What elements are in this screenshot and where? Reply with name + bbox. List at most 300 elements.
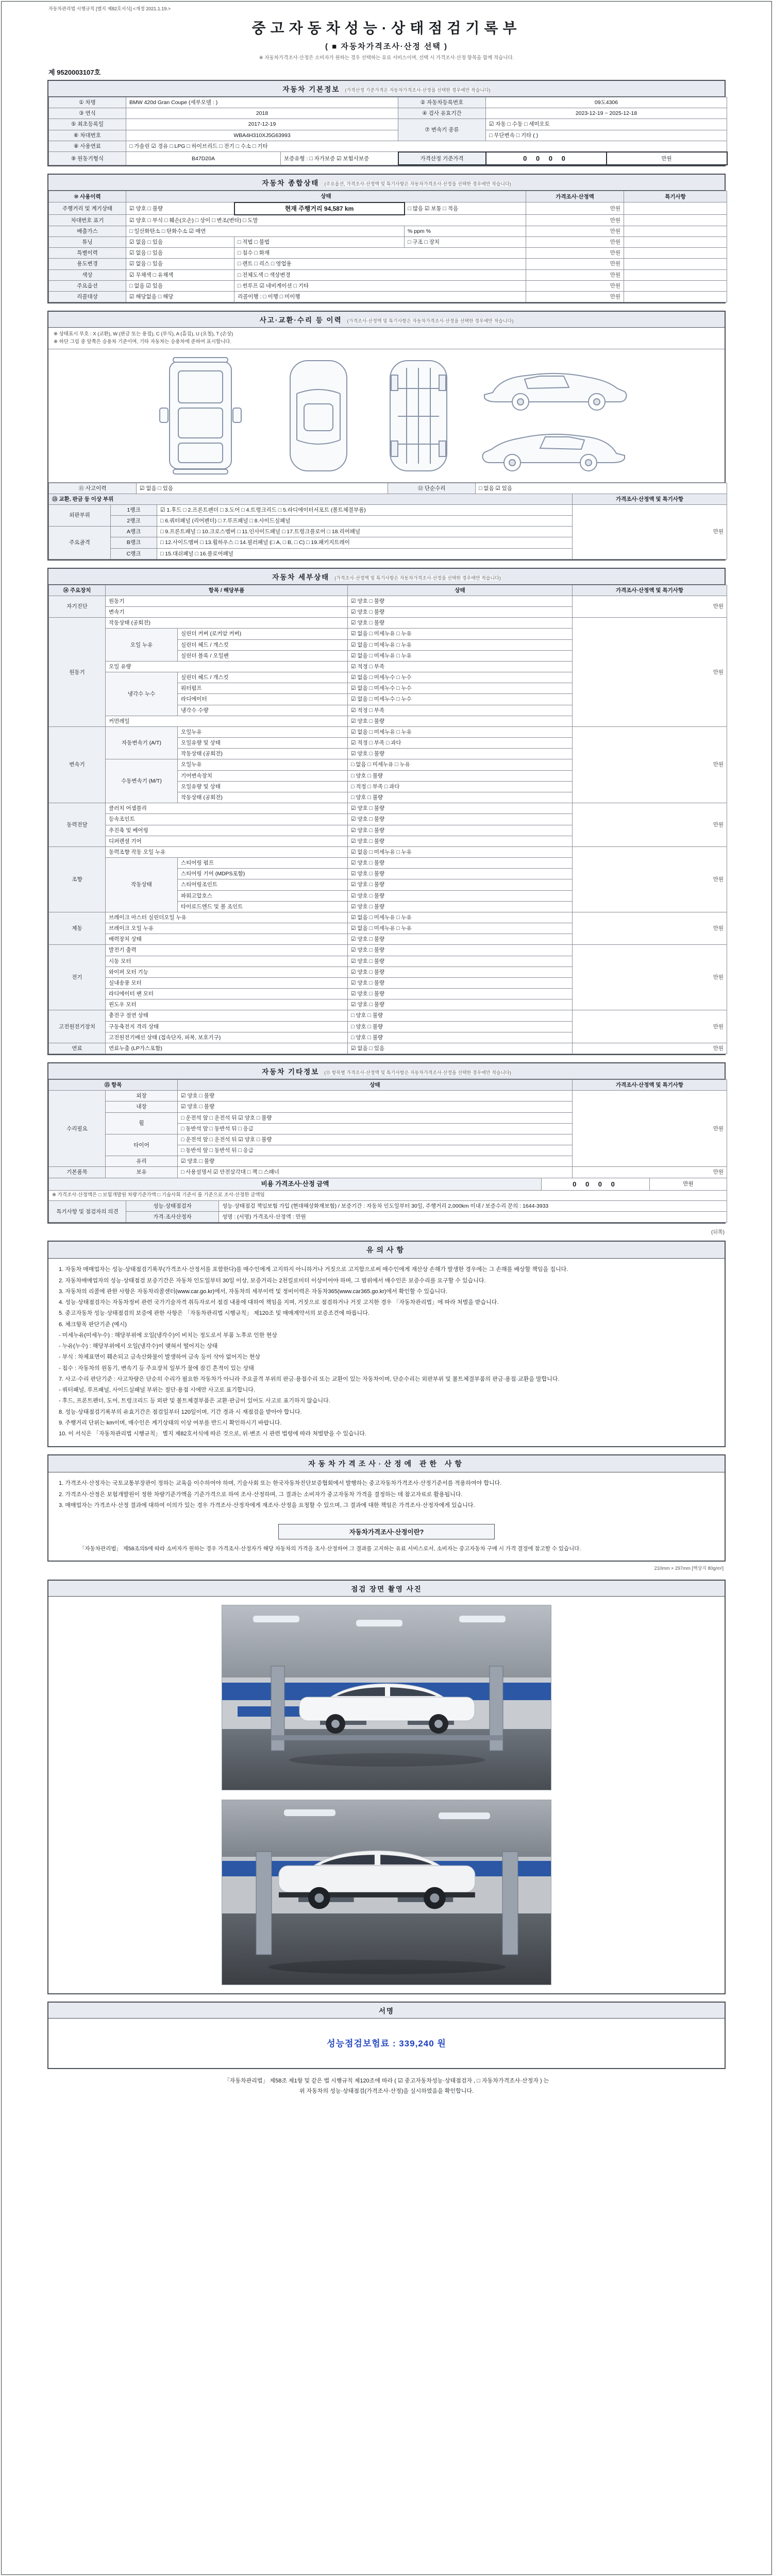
table-cell: 추진축 및 베어링 [106, 825, 348, 836]
table-cell: ☑ 없음 □ 미세누유 □ 누유 [348, 629, 573, 639]
table-row [49, 912, 727, 923]
table-cell: 제동 [49, 912, 106, 945]
table-cell: ☑ 양호 □ 불량 [178, 1101, 573, 1112]
table-cell: 만원 [573, 1091, 727, 1167]
table-cell: 상태 [178, 1080, 573, 1091]
table-cell: 등속조인트 [106, 814, 348, 825]
basic-info-body [49, 97, 727, 165]
basic-info-heading [48, 81, 725, 97]
pricing-info-body: 「자동차관리법」 제58조의5에 따라 소비자가 원하는 경우 가격조사·산정자가 해당 자동차의 가격을 조사·산정하여 그 결과를 고지하는 유료 서비스로서, 소비자는 중고자동차 구매 시 가격 결정에 참고할 수 있습니다. [79, 1546, 581, 1552]
table-cell: 자동변속기 (A/T) [106, 726, 178, 759]
table-cell: ① 차명 [49, 97, 126, 108]
table-cell [624, 280, 727, 291]
table-cell: ④ 검사 유효기간 [398, 108, 486, 119]
inspection-photo-2 [222, 1800, 551, 1985]
legend-symbols: ※ 상태표시 부호 : X (교환), W (판금 또는 용접), C (부식), A (흠집), U (요철), T (손상) [54, 331, 233, 337]
table-cell: ⑦ 변속기 종류 [398, 119, 486, 141]
table-cell: ☑ 없음 □ 있음 [348, 1043, 573, 1054]
table-row [49, 945, 727, 956]
table-row [49, 1167, 727, 1178]
table-cell: 구동축전지 격리 상태 [106, 1021, 348, 1032]
table-cell: 워터펌프 [178, 683, 348, 694]
list-item: 9. 주행거리 단위는 km이며, 매수인은 계기상태의 이상 여부를 반드시 확인하시기 바랍니다. [59, 1419, 282, 1426]
table-cell: 오일 유량 [106, 661, 348, 672]
table-cell: 상태 [348, 585, 573, 596]
legend-note: ※ 하단 그림 중 앞쪽은 승용차 기준이며, 기타 자동차는 승용차에 준하여 표시합니다. [54, 339, 232, 345]
table-cell: 만원 [573, 912, 727, 945]
vehicle-name: BMW 420d Gran Coupe (세부모델 : ) [126, 97, 398, 108]
accident-status-body [49, 483, 727, 494]
warranty-type: 보증유형 : □ 자가보증 ☑ 보험사보증 [281, 152, 398, 165]
accident-status-table [48, 483, 727, 494]
table-cell: 만원 [573, 1167, 727, 1178]
table-cell: 기본품목 [49, 1167, 106, 1178]
other-title: 자동차 기타정보 [262, 1068, 320, 1076]
remarks-body [49, 1201, 727, 1223]
detail-condition-table [48, 585, 727, 1054]
table-cell: 주요골격 [49, 527, 111, 560]
table-cell: 실린더 헤드 / 개스킷 [178, 639, 348, 650]
table-cell: 만원 [573, 596, 727, 617]
accident-heading [48, 312, 725, 328]
table-cell: 고전원전기장치 [49, 1010, 106, 1043]
plate-number: 09도4306 [486, 97, 727, 108]
table-cell: 주요옵션 [49, 280, 126, 291]
simple-repair-status: □ 없음 ☑ 있음 [476, 483, 727, 494]
basic-info-title: 자동차 기본정보 [282, 86, 340, 93]
car-diagram-top-view [277, 357, 360, 475]
table-cell: ※ 가격조사·산정액은 □ 보험개발원 차량기준가액 □ 기술사회 기준서 를 기준으로 조사·산정한 금액임 [49, 1191, 727, 1201]
table-cell: ☑ 없음 □ 미세누유 □ 누유 [348, 923, 573, 934]
table-cell: ☑ 양호 □ 불량 [348, 934, 573, 945]
table-cell: 작동상태 [106, 858, 178, 912]
table-cell: 충전구 절연 상태 [106, 1010, 348, 1021]
table-row [49, 483, 727, 494]
table-cell: 스티어링 기어 (MDPS포함) [178, 869, 348, 879]
table-cell: 윈도우 모터 [106, 999, 348, 1010]
engine-type: B47D20A [126, 152, 281, 165]
table-cell: ⑫ 단순수리 [388, 483, 476, 494]
other-info-table [48, 1079, 727, 1178]
notices-heading: 유의사항 [48, 1242, 725, 1259]
list-item: 1. 자동차 매매업자는 성능·상태점검기록부(가격조사·산정서를 포함한다)를 매수인에게 고지하지 아니하거나 거짓으로 고지함으로써 매수인에게 재산상 손해가 발생한 경우에는 그 손해를 배상할 책임을 집니다. [59, 1266, 568, 1273]
table-cell: 원동기 [106, 596, 348, 606]
car-diagram-side-right [477, 419, 632, 473]
list-item: - 후드, 프론트펜더, 도어, 트렁크리드 등 외판 및 볼트체결부품은 교환·판금이 있어도 사고로 표기하지 않습니다. [59, 1398, 330, 1404]
table-cell: 변속기 [106, 607, 348, 618]
photos-heading: 점검 장면 촬영 사진 [48, 1581, 725, 1597]
lift-post-left [256, 1852, 272, 1955]
pricing-info-title: 자동차가격조사·산정이란? [278, 1524, 495, 1539]
table-cell: 만원 [526, 237, 624, 248]
table-cell: 주행거리 및 계기상태 [49, 202, 126, 215]
list-item: 5. 중고자동차 성능·상태점검의 보증에 관한 사항은 「자동차관리법 시행규칙」 제120조 및 매매계약서의 보증조건에 따릅니다. [59, 1310, 369, 1317]
table-cell: ⑬ 교환, 판금 등 이상 부위 [49, 494, 573, 504]
appraisal-amount: 0 0 0 0 [542, 1178, 650, 1191]
table-cell [624, 291, 727, 302]
vin: WBA4H310XJ5G63993 [126, 130, 398, 141]
table-cell: 오일유량 및 상태 [178, 738, 348, 749]
table-cell: 휠 [106, 1112, 178, 1134]
section-signature [47, 2002, 726, 2069]
appraisal-cost-table [48, 1178, 727, 1201]
table-row [49, 215, 727, 226]
table-cell [624, 248, 727, 259]
table-cell: □ 동반석 앞 □ 동반석 뒤 □ 응급 [178, 1145, 573, 1156]
table-cell [624, 237, 727, 248]
car-diagram-side-left [477, 359, 632, 412]
overall-heading [48, 175, 725, 191]
table-cell: 만원 [573, 1010, 727, 1043]
table-cell: 만원 [526, 215, 624, 226]
document-number: 제 9520003107호 [48, 69, 101, 76]
table-cell: ☑ 양호 □ 불량 [348, 607, 573, 618]
table-cell: 외판부위 [49, 504, 111, 526]
table-row [49, 618, 727, 629]
table-cell: ☑ 양호 □ 불량 [348, 836, 573, 846]
overall-title: 자동차 종합상태 [262, 179, 320, 188]
table-cell: ☑ 없음 □ 미세누유 □ 누유 [348, 912, 573, 923]
table-cell: ☑ 없음 □ 미세누유 □ 누유 [348, 639, 573, 650]
table-cell: □ 없음 □ 미세누유 □ 누유 [348, 759, 573, 770]
table-cell: 만원 [526, 269, 624, 280]
table-cell: ⑪ 사고이력 [49, 483, 137, 494]
table-cell: ☑ 양호 □ 불량 [348, 869, 573, 879]
report-content [47, 0, 726, 2097]
section-notices [47, 1241, 726, 1447]
table-row [49, 97, 727, 108]
table-cell: 오일유량 및 상태 [178, 781, 348, 792]
list-item: - 쿼터패널, 루프패널, 사이드실패널 부위는 절단·용접 시에만 사고로 표기합니다. [59, 1387, 255, 1394]
table-cell: ☑ 양호 □ 불량 [348, 596, 573, 606]
table-cell: 가격조사·산정액 및 특기사항 [573, 585, 727, 596]
photo-1-scene [222, 1605, 551, 1790]
table-cell: 내장 [106, 1101, 178, 1112]
table-cell: ☑ 적정 □ 부족 [348, 661, 573, 672]
table-cell: 동력전달 [49, 803, 106, 847]
appraisal-cost-body [49, 1178, 727, 1200]
table-cell: 성능·상태점검자 [126, 1201, 219, 1212]
table-cell: ☑ 적정 □ 부족 □ 과다 [348, 738, 573, 749]
document-note: ※ 자동차가격조사·산정은 소비자가 원하는 경우 선택하는 유료 서비스이며, 선택 시 가격조사·산정 항목을 함께 적습니다. [259, 55, 514, 61]
table-cell: 만원 [526, 202, 624, 215]
table-cell: □ 12.사이드멤버 □ 13.휠하우스 □ 14.필러패널 (□ A, □ B, □ C) □ 19.패키지트레이 [157, 537, 573, 548]
exchange-parts-table [48, 494, 727, 560]
table-row [49, 1080, 727, 1091]
table-row [49, 280, 727, 291]
table-cell: □ 침수 □ 화재 [234, 248, 526, 259]
table-cell: % ppm % [405, 226, 526, 236]
notices-list [48, 1259, 725, 1446]
table-row [49, 130, 727, 141]
table-row [49, 494, 727, 504]
table-cell: ☑ 없음 □ 미세누수 □ 누수 [348, 683, 573, 694]
table-cell: □ 적정 □ 부족 □ 과다 [348, 781, 573, 792]
section-other-info [47, 1062, 726, 1224]
table-row [49, 585, 727, 596]
car-diagram-side-views [477, 359, 632, 473]
table-cell: 만원 [573, 803, 727, 847]
odometer-value: 현재 주행거리 94,587 km [234, 202, 405, 215]
table-row [49, 141, 727, 152]
table-cell: ☑ 양호 □ 불량 [178, 1156, 573, 1167]
table-cell: 만원 [573, 846, 727, 912]
section-accident-history [47, 311, 726, 561]
table-cell: 기어변속장치 [178, 770, 348, 781]
table-cell: ☑ 양호 □ 불량 [348, 901, 573, 912]
table-cell: ☑ 양호 □ 불량 [348, 956, 573, 967]
table-cell: B랭크 [111, 537, 157, 548]
section-pricing-notes [47, 1454, 726, 1562]
table-cell: ☑ 양호 □ 불량 [348, 879, 573, 890]
table-cell: 만원 [526, 248, 624, 259]
section-inspection-photos [47, 1580, 726, 1994]
fuel-options: □ 가솔린 ☑ 경유 □ LPG □ 하이브리드 □ 전기 □ 수소 □ 기타 [126, 141, 727, 152]
table-cell: ☑ 없음 □ 미세누유 □ 누유 [348, 650, 573, 661]
table-cell: 만원 [573, 618, 727, 727]
table-cell: 오일누유 [178, 726, 348, 737]
table-cell: □ 전체도색 □ 색상변경 [234, 269, 526, 280]
accident-title: 사고·교환·수리 등 이력 [259, 316, 342, 325]
table-cell: 실린더 헤드 / 개스킷 [178, 672, 348, 683]
table-row [49, 226, 727, 236]
table-row [49, 119, 727, 130]
table-cell: 특기사항 및 점검자의 의견 [49, 1201, 126, 1223]
accident-subnote: (가격조사·산정액 및 특기사항은 자동차가격조사·산정을 선택한 경우에만 적습니다) [347, 318, 514, 324]
list-item: - 침수 : 자동차의 원동기, 변속기 등 주요장치 일부가 물에 잠긴 흔적이 있는 상태 [59, 1365, 254, 1371]
table-row [49, 726, 727, 737]
confirmation-statement [47, 2076, 726, 2097]
signature-area [48, 2019, 725, 2068]
inspector-remarks: 성능·상태점검 책임보험 가입 (현대해상화재보험) / 보증기간 : 자동차 인도일부터 30일, 주행거리 2,000km 이내 / 보증수리 문의 : 1644-3933 [219, 1201, 727, 1212]
table-cell: □ 일산화탄소 □ 탄화수소 ☑ 매연 [126, 226, 405, 236]
table-cell: 작동상태 (공회전) [106, 618, 348, 629]
table-cell: 전기 [49, 945, 106, 1010]
table-cell: ☑ 없음 □ 미세누수 □ 누수 [348, 672, 573, 683]
table-row [49, 1201, 727, 1212]
table-cell: 만원 [526, 291, 624, 302]
basic-info-subnote: (가격산정 기준가격은 자동차가격조사·산정을 선택한 경우에만 적습니다) [345, 88, 491, 93]
table-cell: 변속기 [49, 726, 106, 803]
table-cell: 색상 [49, 269, 126, 280]
other-subnote: (⑮ 항목별 가격조사·산정액 및 특기사항은 자동차가격조사·산정을 선택한 경우에만 적습니다) [324, 1070, 511, 1076]
table-row [49, 596, 727, 606]
table-cell [624, 226, 727, 236]
list-item: 7. 사고·수리 판단기준 : 사고차량은 단순히 수리가 필요한 자동차가 아니라 주요골격 부위의 판금·용접수리 또는 교환이 있는 자동차이며, 단순수리는 외판부위 및 볼트체결부품의 판금·용접·교환을 말합니다. [59, 1376, 560, 1382]
table-cell: 리콜대상 [49, 291, 126, 302]
detail-title: 자동차 세부상태 [272, 573, 330, 581]
table-cell: ☑ 양호 □ 불량 [348, 716, 573, 726]
table-cell: 가격조사·산정액 및 특기사항 [573, 494, 727, 504]
table-cell: ☑ 양호 □ 불량 [348, 989, 573, 999]
table-row [49, 803, 727, 814]
table-cell: 실린더 블록 / 오일팬 [178, 650, 348, 661]
section-basic-info [47, 80, 726, 166]
table-cell: ☑ 적정 □ 부족 [348, 705, 573, 716]
table-cell: □ 운전석 앞 □ 운전석 뒤 ☑ 양호 □ 불량 [178, 1112, 573, 1123]
table-cell: ☑ 1.후드 □ 2.프론트펜더 □ 3.도어 □ 4.트렁크리드 □ 5.라디에이터서포트 (볼트체결부품) [157, 504, 573, 515]
table-cell: ☑ 양호 □ 불량 [348, 825, 573, 836]
table-cell: □ 썬루프 ☑ 네비게이션 □ 기타 [234, 280, 526, 291]
table-cell: 고전원전기배선 상태 (접속단자, 피복, 보호기구) [106, 1032, 348, 1043]
list-item: - 누유(누수) : 해당부위에서 오일(냉각수)이 맺혀서 떨어지는 상태 [59, 1343, 218, 1350]
table-cell: 만원 [526, 280, 624, 291]
table-cell: 오일 누유 [106, 629, 178, 662]
document-subtitle: ( ■ 자동차가격조사·산정 선택 ) [325, 42, 448, 51]
exchange-parts-body [49, 494, 727, 559]
inspection-photo-1 [222, 1605, 551, 1790]
table-cell: ⑨ 원동기형식 [49, 152, 126, 165]
table-cell: 냉각수 수량 [178, 705, 348, 716]
model-year: 2018 [126, 108, 398, 119]
basic-info-table [48, 97, 728, 165]
table-cell: □ 양호 □ 불량 [348, 1032, 573, 1043]
table-cell: 리콜이행 : □ 이행 □ 미이행 [234, 291, 526, 302]
table-cell: 특기사항 [624, 191, 727, 202]
table-row [49, 1191, 727, 1201]
table-cell: □ 15.대쉬패널 □ 16.플로어패널 [157, 548, 573, 559]
table-cell: 작동상태 (공회전) [178, 749, 348, 759]
table-cell: ☑ 양호 □ 불량 [348, 945, 573, 956]
table-cell: □ 적법 □ 불법 [234, 237, 405, 248]
table-cell: 스티어링 펌프 [178, 858, 348, 869]
paper-spec-note: 210mm × 297mm [백상지 80g/m²] [654, 1566, 724, 1571]
table-cell: 연료누출 (LP가스포함) [106, 1043, 348, 1054]
document-title: 중고자동차성능·상태점검기록부 [251, 20, 522, 36]
table-cell: ☑ 양호 □ 부식 □ 훼손(오손) □ 상이 □ 변조(변타) □ 도말 [126, 215, 526, 226]
section-overall-condition [47, 174, 726, 303]
table-cell: ☑ 없음 □ 미세누수 □ 누수 [348, 694, 573, 705]
table-cell: ☑ 해당없음 □ 해당 [126, 291, 234, 302]
table-cell: 조향 [49, 846, 106, 912]
table-cell: ☑ 양호 □ 불량 [348, 890, 573, 901]
table-cell: 만원 [607, 152, 727, 165]
table-row [49, 846, 727, 857]
table-cell: ⑤ 최초등록일 [49, 119, 126, 130]
table-cell: 특별이력 [49, 248, 126, 259]
table-cell: 동력조향 작동 오일 누유 [106, 846, 348, 857]
table-cell: □ 구조 □ 장치 [405, 237, 526, 248]
table-cell: 냉각수 누수 [106, 672, 178, 716]
list-item: - 부식 : 차체표면이 훼손되고 금속산화물이 발생하여 금속 등이 삭아 없어지는 현상 [59, 1354, 260, 1361]
table-cell: 가격조사·산정액 및 특기사항 [573, 1080, 727, 1091]
confirmation-line-1: 「자동차관리법」 제58조 제1항 및 같은 법 시행규칙 제120조에 따라 ( ☑ 중고자동차성능·상태점검자 , □ 자동차가격조사·산정자 ) 는 [224, 2078, 549, 2084]
table-cell: 만원 [573, 504, 727, 559]
list-item: 10. 이 서식은 「자동차관리법 시행규칙」 별지 제82호서식에 따른 것으로, 위·변조 시 관련 법령에 따라 처벌받을 수 있습니다. [59, 1431, 366, 1437]
detail-subnote: (가격조사·산정액 및 특기사항은 자동차가격조사·산정을 선택한 경우에만 적습니다) [334, 575, 501, 581]
table-cell: ⑭ 주요장치 [49, 585, 106, 596]
list-item: 2. 자동차매매업자의 성능·상태점검 보증기간은 자동차 인도일부터 30일 이상, 보증거리는 2천킬로미터 이상이어야 하며, 그 범위에서 매수인은 보증수리를 요구할 수 있습니다. [59, 1277, 486, 1284]
table-cell: 만원 [573, 1043, 727, 1054]
table-cell: 시동 모터 [106, 956, 348, 967]
table-cell: 2랭크 [111, 516, 157, 527]
list-item: 3. 자동차의 리콜에 관한 사항은 자동차리콜센터(www.car.go.kr)에서, 자동차의 세부이력 및 정비이력은 자동차365(www.car365.go.kr)에서 확인할 수 있습니다. [59, 1288, 447, 1295]
table-cell: 타이어 [106, 1134, 178, 1156]
list-item: 8. 성능·상태점검기록부의 유효기간은 점검일부터 120일이며, 기간 경과 시 재점검을 받아야 합니다. [59, 1409, 302, 1415]
list-item: - 미세누유(미세누수) : 해당부위에 오일(냉각수)이 비치는 정도로서 부품 노후로 인한 현상 [59, 1332, 277, 1338]
table-cell: 만원 [526, 259, 624, 269]
first-registration-date: 2017-12-19 [126, 119, 398, 130]
page-side-marker: (뒤쪽) [711, 1230, 725, 1236]
table-cell: 외장 [106, 1091, 178, 1101]
table-cell: 브레이크 마스터 실린더오일 누유 [106, 912, 348, 923]
form-reference: 자동차관리법 시행규칙 [별지 제82호서식] <개정 2021.1.19.> [48, 6, 171, 11]
table-cell: 용도변경 [49, 259, 126, 269]
list-item: 3. 매매업자는 가격조사·산정 결과에 대하여 이의가 있는 경우 가격조사·산정자에게 재조사·산정을 요청할 수 있으며, 그 결과에 대한 책임은 가격조사·산정자에게 있습니다. [59, 1502, 475, 1509]
table-cell: 배출가스 [49, 226, 126, 236]
table-cell: 수리필요 [49, 1091, 106, 1167]
list-item: 2. 가격조사·산정은 보험개발원이 정한 차량기준가액을 기준가격으로 하여 조사·산정하며, 그 결과는 소비자가 중고자동차 가격을 결정하는 데 참고자료로 활용됩니다. [59, 1491, 463, 1498]
photo-list [48, 1597, 725, 1993]
table-cell: 튜닝 [49, 237, 126, 248]
table-cell: □ 없음 ☑ 있음 [126, 280, 234, 291]
table-cell: ☑ 양호 □ 불량 [348, 999, 573, 1010]
table-cell: ☑ 없음 □ 있음 [126, 237, 234, 248]
table-cell [624, 215, 727, 226]
table-cell: 원동기 [49, 618, 106, 727]
overall-body [49, 191, 727, 302]
table-row [49, 248, 727, 259]
table-row [49, 202, 727, 215]
table-cell: ☑ 양호 □ 불량 [348, 858, 573, 869]
table-cell: ☑ 없음 □ 미세누유 □ 누유 [348, 846, 573, 857]
table-cell: ⑩ 사용이력 [49, 191, 126, 202]
confirmation-line-2: 위 자동차의 성능·상태점검(가격조사·산정)을 실시하였음을 확인합니다. [299, 2088, 474, 2095]
accident-history-status: ☑ 없음 □ 있음 [137, 483, 388, 494]
table-cell: 와이퍼 모터 기능 [106, 967, 348, 977]
table-cell: 타이로드엔드 및 볼 조인트 [178, 901, 348, 912]
table-cell: ☑ 양호 □ 불량 [348, 803, 573, 814]
lift-post-right [502, 1852, 518, 1955]
table-row [49, 269, 727, 280]
table-cell: 연료 [49, 1043, 106, 1054]
table-cell: ☑ 무채색 □ 유채색 [126, 269, 234, 280]
table-cell [624, 202, 727, 215]
table-row [49, 1091, 727, 1101]
table-row [49, 1010, 727, 1021]
appraiser-remarks: 성명 : (서명) 가격조사·산정액 : 만원 [219, 1212, 727, 1223]
detail-heading [48, 569, 725, 585]
list-item: 1. 가격조사·산정자는 국토교통부장관이 정하는 교육을 이수하여야 하며, 기술사회 또는 한국자동차진단보증협회에서 발행하는 중고자동차가격조사·산정기준서를 적용하여야 합니다. [59, 1480, 502, 1487]
transmission-options: ☑ 자동 □ 수동 □ 세미오토 [486, 119, 727, 130]
other-info-body [49, 1080, 727, 1178]
table-cell: 배력장치 상태 [106, 934, 348, 945]
inspection-validity: 2023-12-19 ~ 2025-12-18 [486, 108, 727, 119]
table-cell: 실내송풍 모터 [106, 977, 348, 988]
transmission-options-2: □ 무단변속 □ 기타 ( ) [486, 130, 727, 141]
table-cell: □ 9.프론트패널 □ 10.크로스멤버 □ 11.인사이드패널 □ 17.트렁크플로어 □ 18.리어패널 [157, 527, 573, 537]
table-row [49, 1178, 727, 1191]
table-cell: ☑ 없음 □ 있음 [126, 259, 234, 269]
table-cell: 발전기 출력 [106, 945, 348, 956]
table-row [49, 191, 727, 202]
table-cell: 유리 [106, 1156, 178, 1167]
table-cell: ⑧ 사용연료 [49, 141, 126, 152]
table-cell: □ 운전석 앞 □ 운전석 뒤 ☑ 양호 □ 불량 [178, 1134, 573, 1145]
table-cell: ☑ 양호 □ 불량 [348, 618, 573, 629]
detail-condition-body [49, 585, 727, 1054]
table-cell: □ 많음 ☑ 보통 □ 적음 [405, 202, 526, 215]
table-cell: 파워고압호스 [178, 890, 348, 901]
table-cell: 상태 [126, 191, 526, 202]
overall-table [48, 191, 727, 302]
table-row [49, 108, 727, 119]
table-cell: 실린더 커버 (로커암 커버) [178, 629, 348, 639]
table-cell: ⑥ 차대번호 [49, 130, 126, 141]
table-row [49, 291, 727, 302]
table-cell [624, 259, 727, 269]
table-cell: 만원 [573, 726, 727, 803]
